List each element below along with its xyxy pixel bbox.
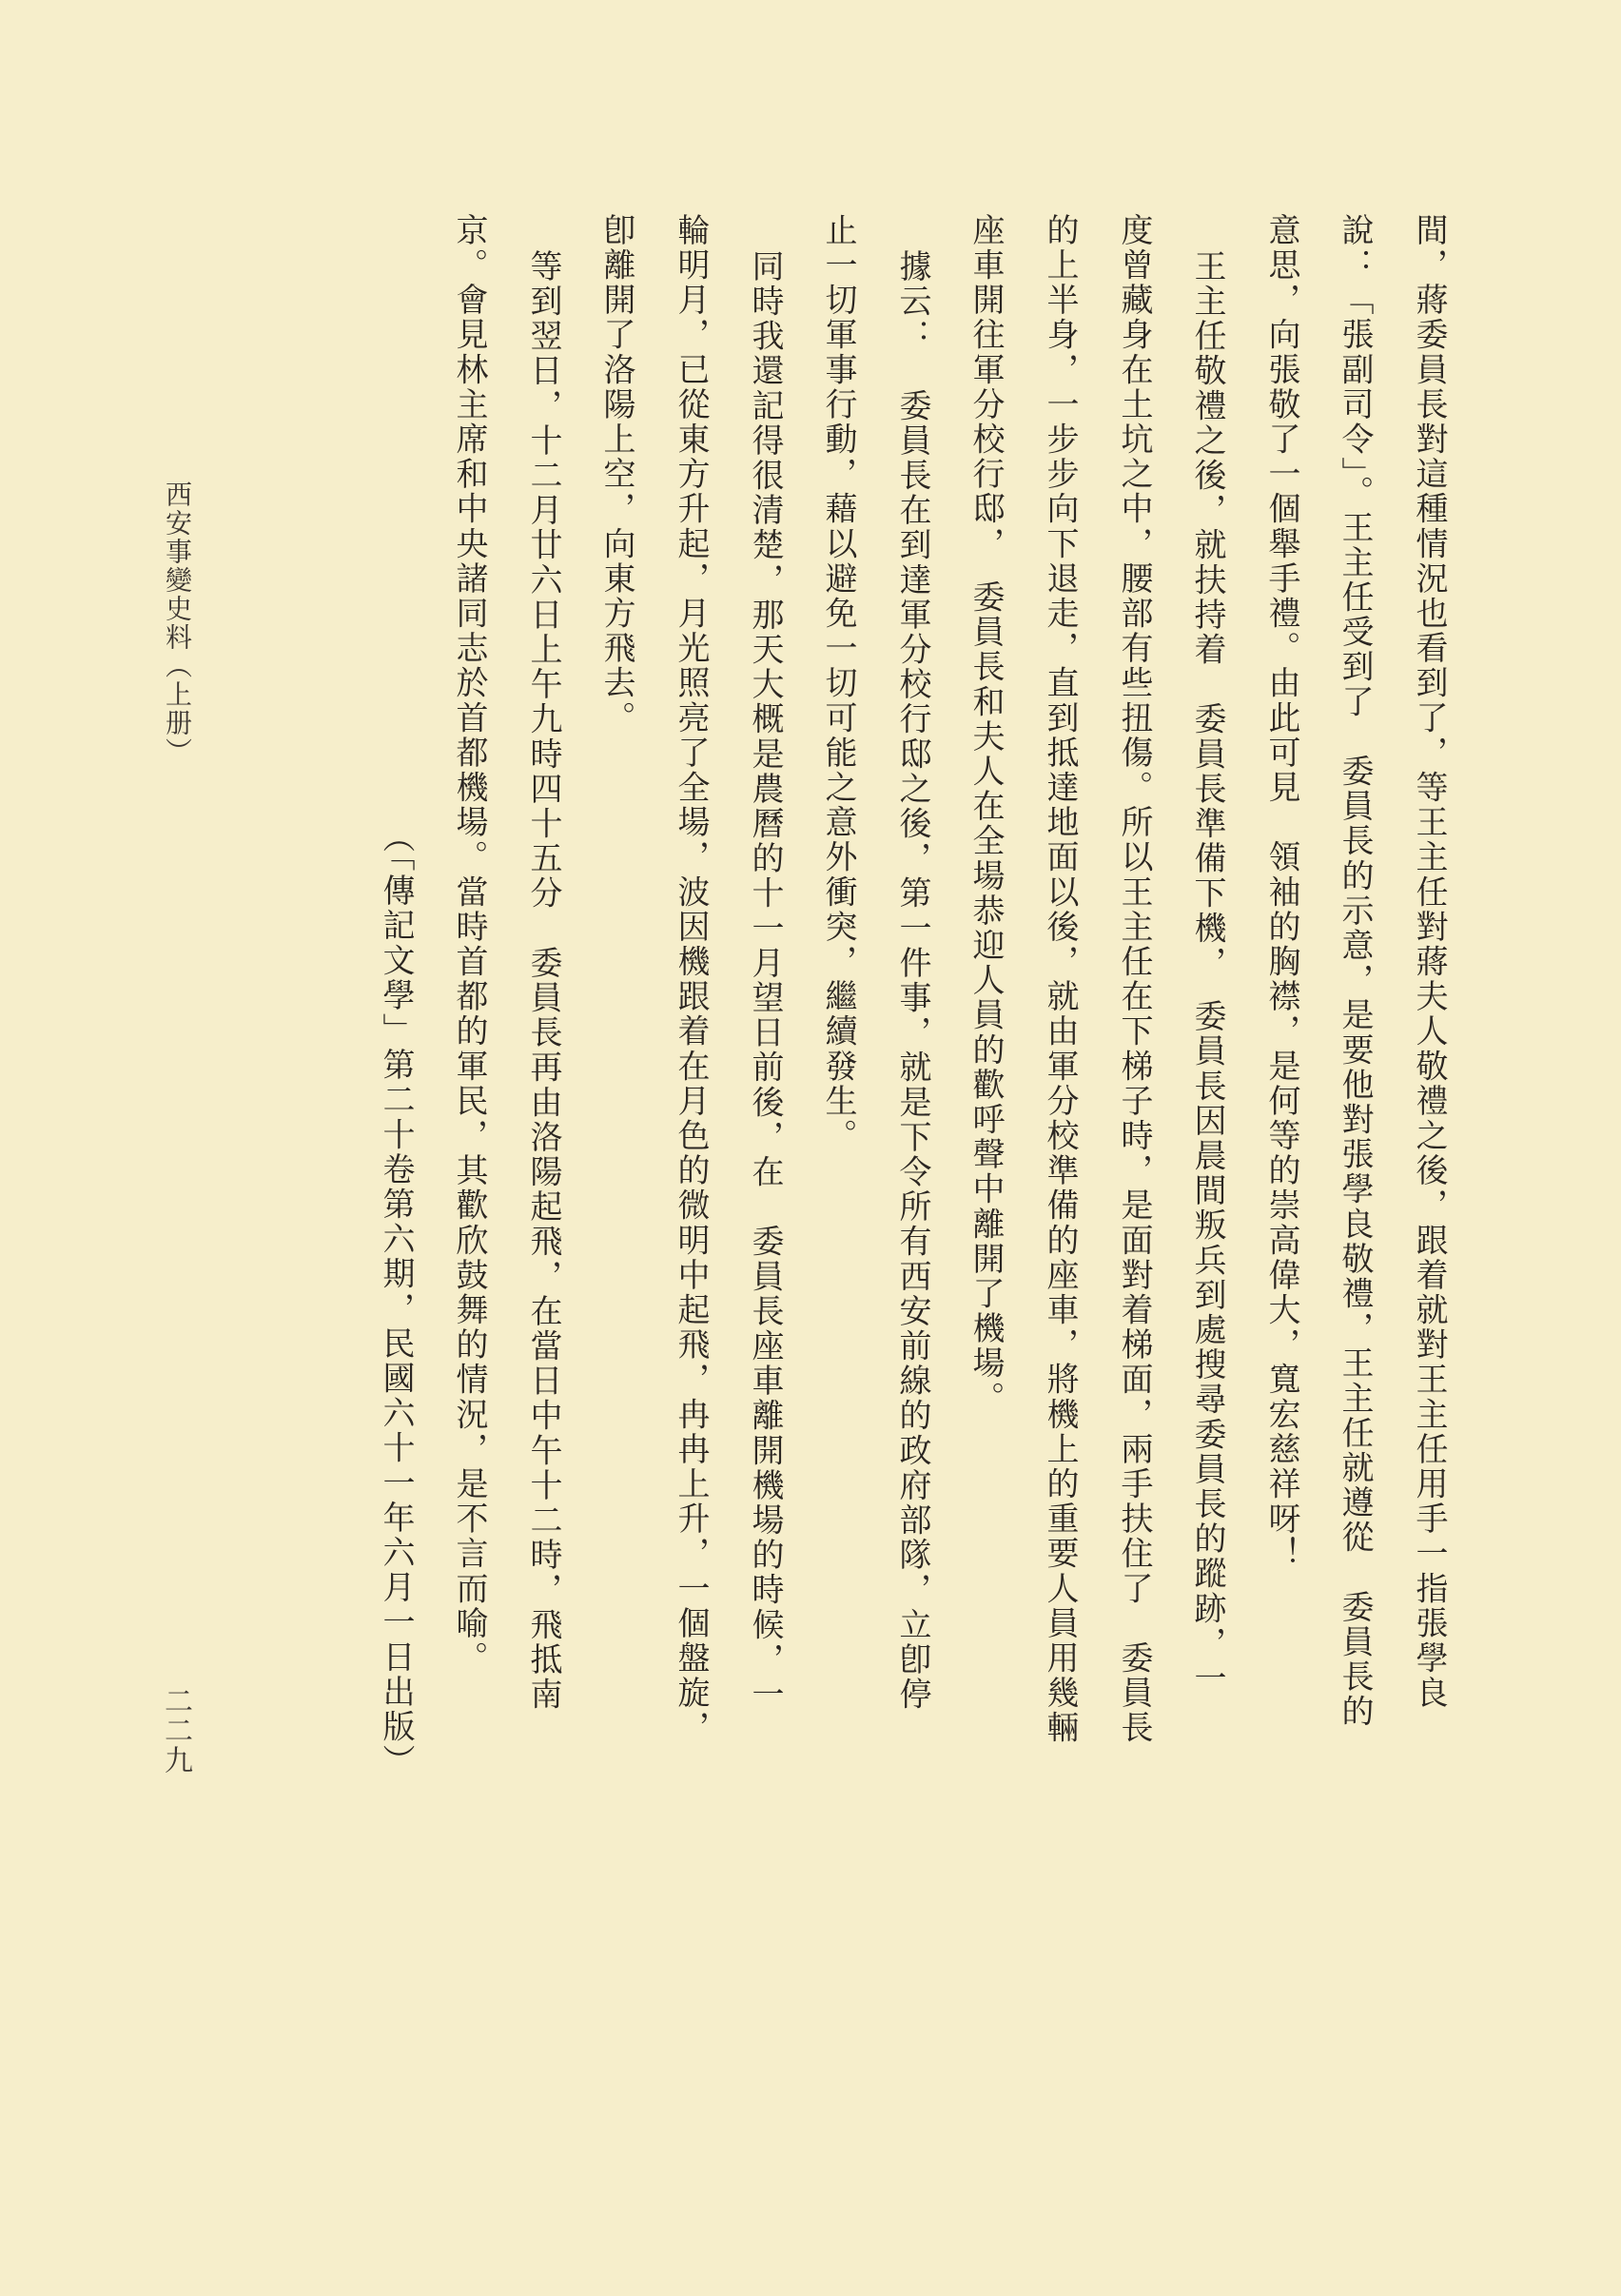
text-column: 京。會見林主席和中央諸同志於首都機場。當時首都的軍民，其歡欣鼓舞的情況，是不言而喻。 [450,213,488,1677]
text-column: 輪明月，已從東方升起，月光照亮了全場，波因機跟着在月色的微明中起飛，冉冉上升，一個盤旋， [672,213,710,1746]
text-column: 王主任敬禮之後，就扶持着 委員長準備下機， 委員長因晨間叛兵到處搜尋委員長的蹤跡，一 [1188,249,1226,1697]
page-number: 二二九 [159,1686,192,1775]
text-column: 止一切軍事行動，藉以避免一切可能之意外衝突，繼續發生。 [819,213,857,1154]
text-column: 卽離開了洛陽上空，向東方飛去。 [597,213,635,736]
source-citation: （「傳記文學」第二十卷第六期，民國六十一年六月一日出版） [377,820,415,1779]
text-column: 據云： 委員長在到達軍分校行邸之後，第一件事，就是下令所有西安前線的政府部隊，立卽停 [893,249,931,1713]
text-column: 等到翌日，十二月廿六日上午九時四十五分 委員長再由洛陽起飛，在當日中午十二時，飛抵南 [524,249,562,1713]
text-column: 同時我還記得很清楚，那天大概是農曆的十一月望日前後，在 委員長座車離開機場的時候，一 [746,249,784,1713]
text-column: 的上半身，一步步向下退走，直到抵達地面以後，就由軍分校準備的座車，將機上的重要人員用幾輛 [1041,213,1079,1746]
book-title-footer: 西安事變史料（上册） [162,481,193,766]
text-column: 意思，向張敬了一個舉手禮。由此可見 領袖的胸襟，是何等的崇高偉大，寬宏慈祥呀！ [1262,213,1300,1572]
text-column: 間，蔣委員長對這種情況也看到了，等王主任對蔣夫人敬禮之後，跟着就對王主任用手一指張學良 [1410,213,1448,1711]
text-column: 說：「張副司令」。王主任受到了 委員長的示意，是要他對張學良敬禮，王主任就遵從 委員長的 [1336,213,1374,1730]
text-column: 度曾藏身在土坑之中，腰部有些扭傷。所以王主任在下梯子時，是面對着梯面，兩手扶住了 委員長 [1115,213,1153,1746]
text-column: 座車開往軍分校行邸， 委員長和夫人在全場恭迎人員的歡呼聲中離開了機場。 [967,213,1005,1416]
